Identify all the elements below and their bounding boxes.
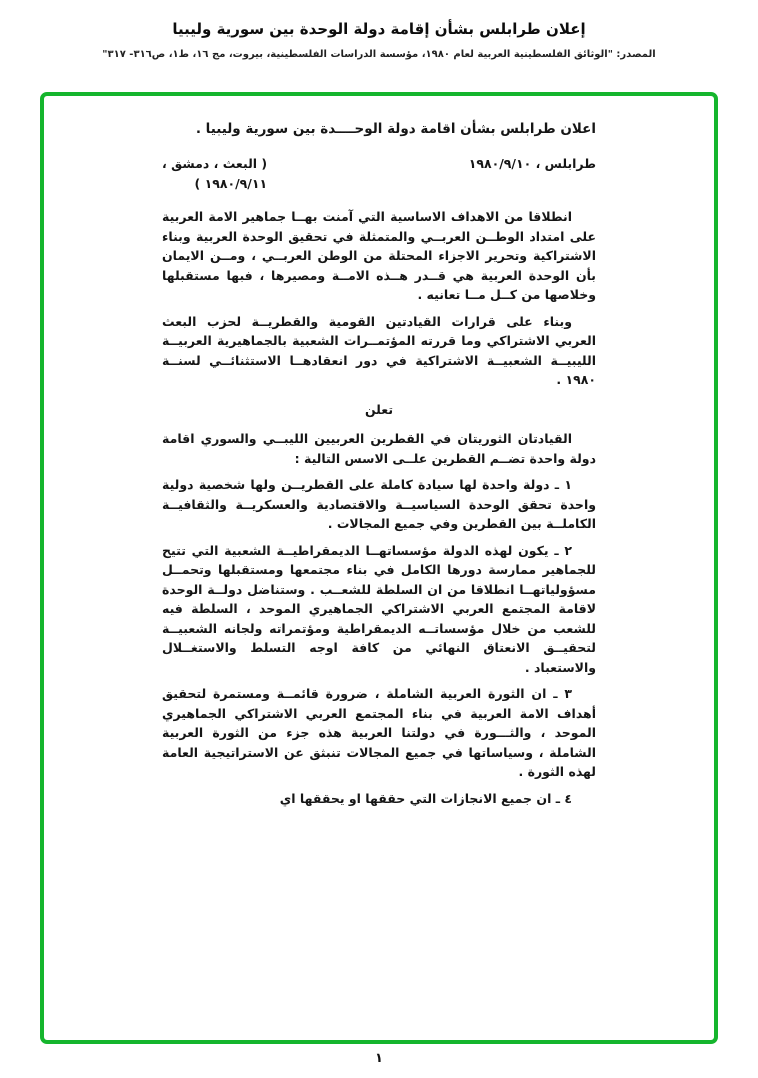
dateline-ref-line2: ١٩٨٠/٩/١١ ) [194, 175, 268, 191]
dateline [162, 154, 596, 193]
paragraph-preamble-2: وبناء على قرارات القيادتين القومية والقطريــة لحزب البعث العربي الاشتراكي وما قررته المؤتمــرات الشعبية بالجماهيرية العربيــة الليبيــة الشعبيــة الاشتراكية في دور انعقادهــا الاستثنائــي لسنــة ١٩٨٠ . [162, 313, 596, 387]
green-frame [40, 92, 718, 1044]
paragraph-declaration-intro: القيادتان الثوريتان في القطرين العربيين الليبــي والسوري اقامة دولة واحدة تضــم القطرين علــى الاسس التالية : [162, 431, 596, 466]
dateline-reference [162, 154, 267, 193]
header-title: إعلان طرابلس بشأن إقامة دولة الوحدة بين سورية وليبيا [172, 20, 586, 38]
clause-3: ٣ ـ ان الثورة العربية الشاملة ، ضرورة قائمــة ومستمرة لتحقيق أهداف الامة العربية في بناء المجتمع العربي الاشتراكي الجماهيري الموحد ، والثـــورة في دولتنا العربية هذه جزء من الثورة العربية الشاملة ، وسياساتها في جميع المجالات تنبثق عن الاستراتيجية العامة لهذه الثورة . [162, 686, 596, 779]
document-title: اعلان طرابلس بشأن اقامة دولة الوحــــدة بين سورية وليبيا . [195, 121, 596, 137]
dateline-ref-line1: ( البعث ، دمشق ، [162, 156, 268, 171]
declare-heading: تعلن [364, 401, 394, 417]
header-source-citation: المصدر: "الوثائق الفلسطينية العربية لعام ١٩٨٠، مؤسسة الدراسات الفلسطينية، بيروت، مج ١٦، ط١، ص٣١٦- ٣١٧" [102, 49, 656, 60]
document-body [162, 118, 596, 808]
clause-2: ٢ ـ يكون لهذه الدولة مؤسساتهــا الديمقراطيــة الشعبية التي تتيح للجماهير ممارسة دورها الكامل في بناء مجتمعها ومستقبلها وتحمــل مسؤولياتهــا انطلاقا من ان السلطة للشعــب . وستناضل دولــة الوحدة لاقامة المجتمع العربي الاشتراكي الجماهيري الموحد ، السلطة فيه للشعب من خلال مؤسساتــه الديمقراطية ومؤتمراته ولجانه الشعبيــة لتحقيــق الانعتاق النهائي من كافة اوجه التسلط والاستغــلال والاستعباد . [162, 542, 596, 675]
dateline-place-date: طرابلس ، ١٩٨٠/٩/١٠ [468, 156, 596, 171]
page-number: ١ [375, 1051, 383, 1066]
document-header [0, 0, 758, 60]
clause-4: ٤ ـ ان جميع الانجازات التي حققها او يحققها اي [279, 790, 572, 806]
paragraph-preamble-1: انطلاقا من الاهداف الاساسية التي آمنت بهــا جماهير الامة العربية على امتداد الوطــن العربــي والمتمثلة في تحقيق الوحدة العربية وبناء الاشتراكية وتحرير الاجزاء المحتلة من الوطن العربــي ، ومــن الايمان بأن الوحدة العربية هي قــدر هــذه الامــة ومصيرها ، فبها مستقبلها وخلاصها من كــل مــا تعانيه . [162, 209, 596, 302]
clause-1: ١ ـ دولة واحدة لها سيادة كاملة على القطريــن ولها شخصية دولية واحدة تحقق الوحدة السياسيــة والاقتصادية والعسكريــة والثقافيــة الكاملــة بين القطرين وفي جميع المجالات . [162, 477, 596, 531]
